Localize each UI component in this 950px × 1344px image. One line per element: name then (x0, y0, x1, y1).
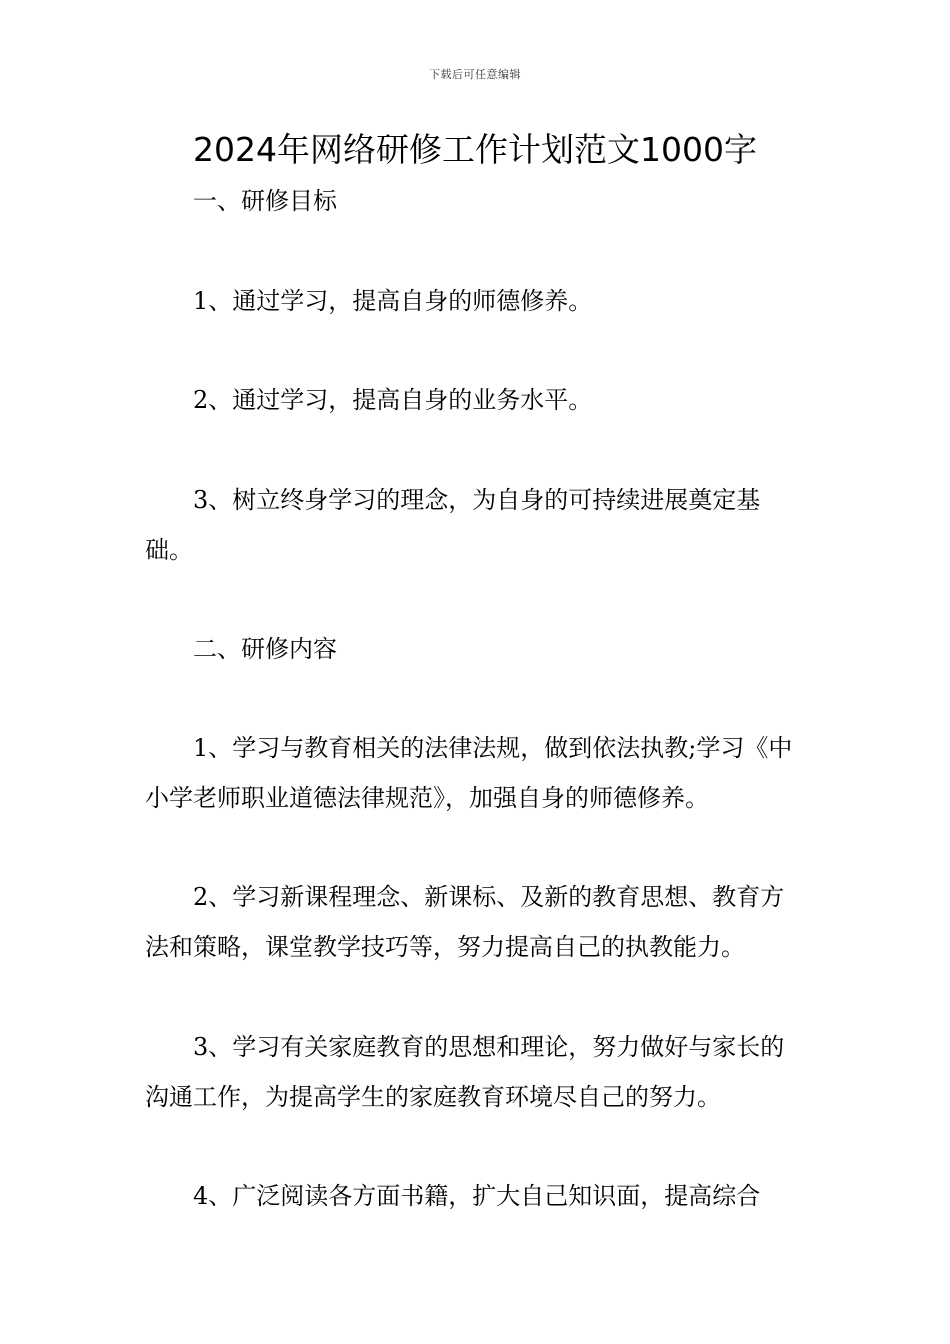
goal-item-1: 1、通过学习，提高自身的师德修养。 (193, 287, 593, 315)
content-item-1: 1、学习与教育相关的法律法规，做到依法执教;学习《中小学老师职业道德法律规范》，加强自身的师德修养。 (145, 734, 793, 812)
section-heading-content: 二、研修内容 (193, 635, 337, 663)
goal-item-3: 3、树立终身学习的理念，为自身的可持续进展奠定基础。 (145, 486, 761, 564)
section-heading-goals: 一、研修目标 (193, 187, 337, 215)
content-item-3: 3、学习有关家庭教育的思想和理论，努力做好与家长的沟通工作，为提高学生的家庭教育环境尽自己的努力。 (145, 1033, 785, 1111)
page-header-note: 下载后可任意编辑 (429, 68, 521, 81)
document-title: 2024年网络研修工作计划范文1000字 (193, 130, 757, 169)
content-item-2: 2、学习新课程理念、新课标、及新的教育思想、教育方法和策略，课堂教学技巧等，努力提高自己的执教能力。 (145, 883, 785, 961)
content-item-4: 4、广泛阅读各方面书籍，扩大自己知识面，提高综合 (193, 1182, 761, 1210)
goal-item-2: 2、通过学习，提高自身的业务水平。 (193, 386, 593, 414)
